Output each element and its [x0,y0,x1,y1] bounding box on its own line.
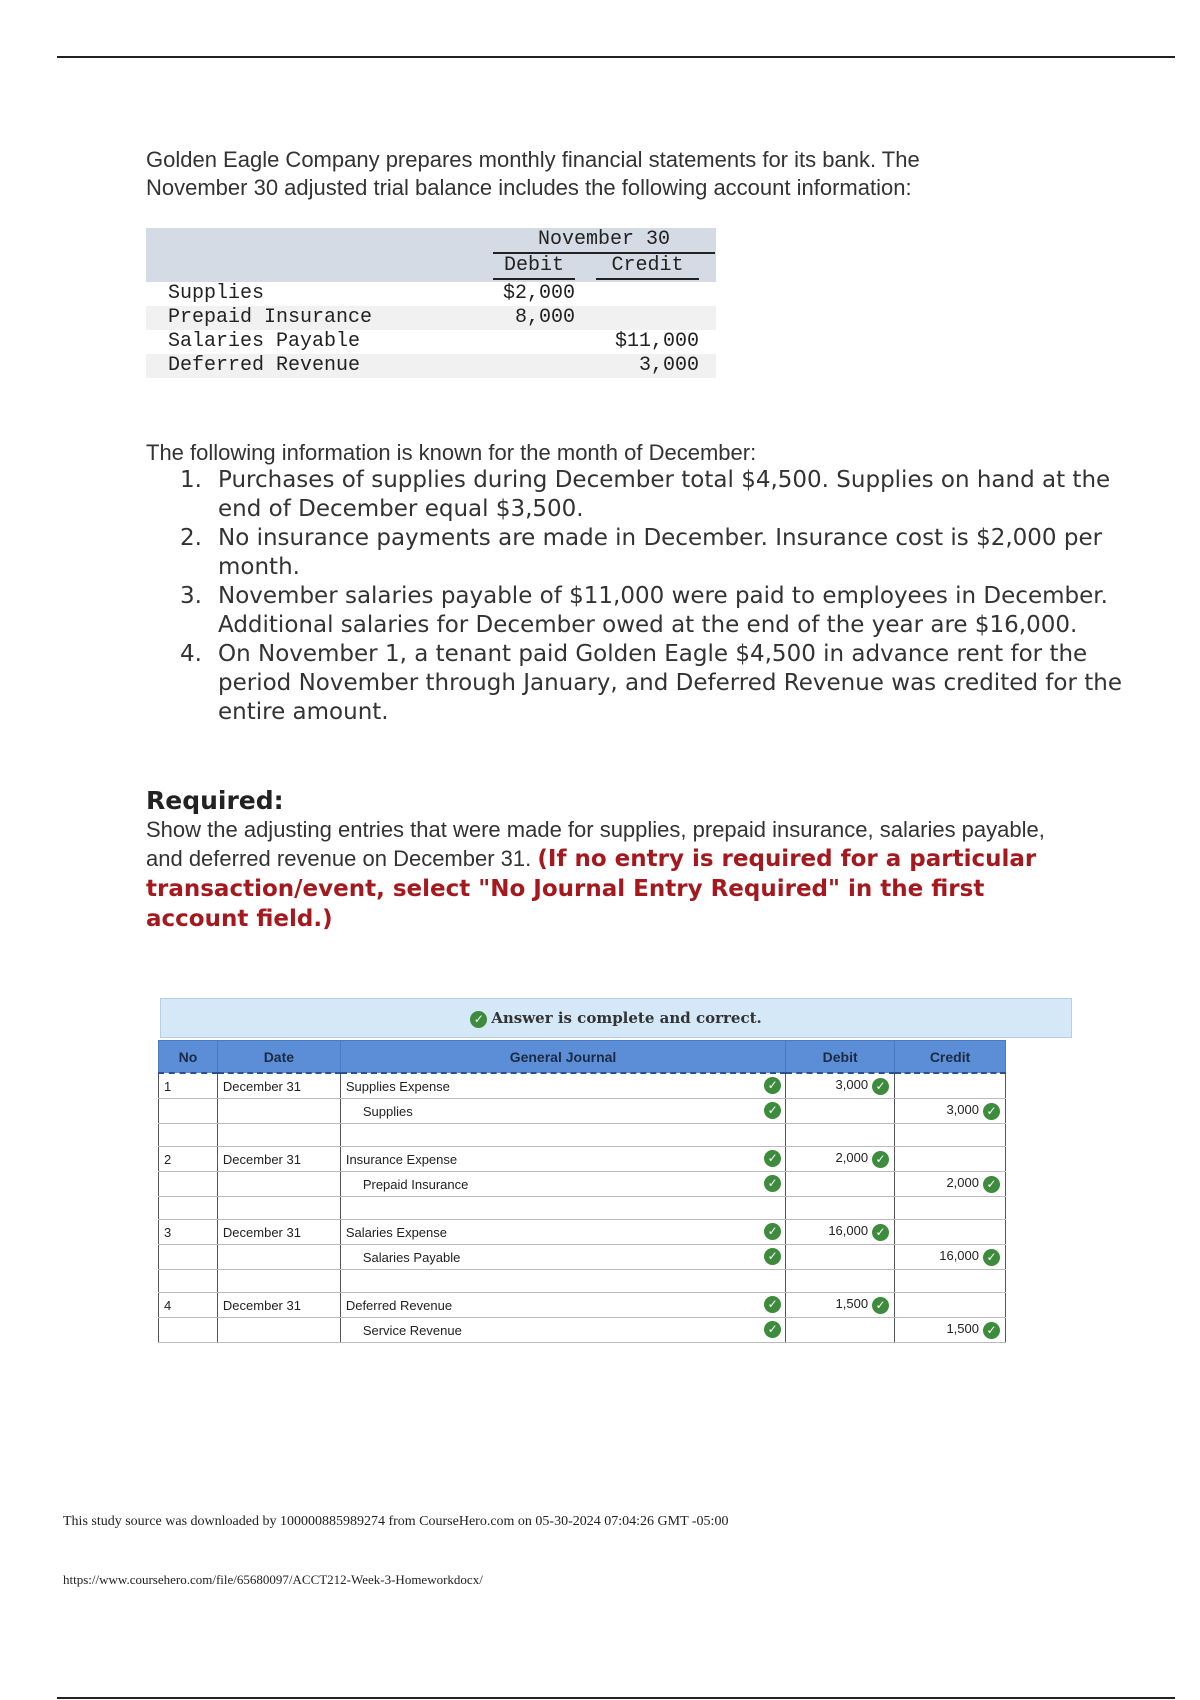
general-journal-table [158,1040,1006,1343]
spacer-row [159,1197,1006,1220]
check-icon: ✓ [470,1011,487,1028]
credit-input[interactable]: 1,500 ✓ [895,1318,1006,1343]
required-heading: Required: [146,786,284,815]
check-icon: ✓ [872,1078,889,1095]
trial-balance-row: Deferred Revenue 3,000 [146,354,716,378]
required-note: (If no entry is required for a particular transaction/event, select "No Journal Entry Required" in the first account field.) [146,846,1037,932]
date-select[interactable]: December 31 [217,1220,340,1245]
top-rule [57,56,1175,58]
debit-input[interactable]: 2,000 ✓ [786,1147,895,1172]
bottom-rule [57,1697,1175,1699]
december-info-list [146,466,1158,727]
debit-input[interactable]: 1,500 ✓ [786,1293,895,1318]
list-item: 3. November salaries payable of $11,000 were paid to employees in December. Additional salaries for December owed at the end of the year are $16,000. [180,583,1108,638]
column-header-date: Date [217,1041,340,1074]
spacer-row [159,1270,1006,1293]
table-row: 2 December 31 Insurance Expense ✓ 2,000 ✓ [159,1147,1006,1172]
debit-header: Debit [493,254,575,280]
credit-input[interactable] [895,1147,1006,1172]
column-header-debit: Debit [786,1041,895,1074]
column-header-no: No [159,1041,218,1074]
check-icon: ✓ [764,1150,781,1167]
column-header-credit: Credit [895,1041,1006,1074]
account-select[interactable]: Insurance Expense ✓ [340,1147,785,1172]
date-select[interactable]: December 31 [217,1073,340,1099]
table-row [159,1172,1006,1197]
credit-input[interactable] [895,1073,1006,1099]
column-header-general-journal: General Journal [340,1041,785,1074]
check-icon: ✓ [872,1297,889,1314]
debit-input[interactable] [786,1318,895,1343]
credit-input[interactable]: 3,000 ✓ [895,1099,1006,1124]
check-icon: ✓ [983,1322,1000,1339]
check-icon: ✓ [872,1151,889,1168]
debit-input[interactable]: 3,000 ✓ [786,1073,895,1099]
check-icon: ✓ [764,1248,781,1265]
table-row [159,1245,1006,1270]
check-icon: ✓ [983,1176,1000,1193]
table-row: 1 December 31 Supplies Expense ✓ 3,000 ✓ [159,1073,1006,1099]
table-row: 4 December 31 Deferred Revenue ✓ 1,500 ✓ [159,1293,1006,1318]
credit-header: Credit [596,254,699,280]
check-icon: ✓ [764,1223,781,1240]
list-item: 2. No insurance payments are made in December. Insurance cost is $2,000 per month. [180,525,1103,580]
answer-status-banner [160,998,1072,1038]
credit-input[interactable] [895,1220,1006,1245]
debit-input[interactable]: 16,000 ✓ [786,1220,895,1245]
date-select[interactable]: December 31 [217,1293,340,1318]
trial-balance-header [146,228,716,282]
trial-balance-row: Supplies $2,000 [168,282,575,305]
list-item: 1. Purchases of supplies during December total $4,500. Supplies on hand at the end of December equal $3,500. [180,467,1111,522]
debit-input[interactable] [786,1245,895,1270]
account-select[interactable]: Salaries Payable ✓ [340,1245,785,1270]
trial-balance-row: Prepaid Insurance 8,000 [146,306,716,330]
check-icon: ✓ [764,1102,781,1119]
account-select[interactable]: Supplies Expense ✓ [340,1073,785,1099]
check-icon: ✓ [764,1175,781,1192]
check-icon: ✓ [983,1103,1000,1120]
check-icon: ✓ [983,1249,1000,1266]
list-item: 4. On November 1, a tenant paid Golden Eagle $4,500 in advance rent for the period November through January, and Deferred Revenue was credited for the entire amount. [180,641,1122,725]
check-icon: ✓ [872,1224,889,1241]
trial-balance-row: Salaries Payable $11,000 [168,330,699,353]
spacer-row [159,1124,1006,1147]
account-select[interactable]: Service Revenue ✓ [340,1318,785,1343]
account-select[interactable]: Salaries Expense ✓ [340,1220,785,1245]
account-select[interactable]: Deferred Revenue ✓ [340,1293,785,1318]
table-row: 3 December 31 Salaries Expense ✓ 16,000 ✓ [159,1220,1006,1245]
download-notice: This study source was downloaded by 100000885989274 from CourseHero.com on 05-30-2024 07:04:26 GMT -05:00 [63,1514,729,1529]
required-instructions: Show the adjusting entries that were made for supplies, prepaid insurance, salaries payable, and deferred revenue on December 31. (If no entry is required for a particular transaction/event, select "No Journal Entry Required" in the first account field.) [146,817,1045,932]
intro-paragraph: Golden Eagle Company prepares monthly financial statements for its bank. The November 30 adjusted trial balance includes the following account information: [146,147,920,200]
trial-balance-table [146,228,716,378]
table-row [159,1318,1006,1343]
credit-input[interactable]: 16,000 ✓ [895,1245,1006,1270]
account-select[interactable]: Supplies ✓ [340,1099,785,1124]
december-info-intro: The following information is known for the month of December: [146,440,757,465]
table-header-row [159,1041,1006,1074]
answer-status-text: Answer is complete and correct. [491,1009,762,1027]
check-icon: ✓ [764,1296,781,1313]
table-row [159,1099,1006,1124]
source-url: https://www.coursehero.com/file/65680097/ACCT212-Week-3-Homeworkdocx/ [63,1572,483,1587]
debit-input[interactable] [786,1099,895,1124]
account-select[interactable]: Prepaid Insurance ✓ [340,1172,785,1197]
credit-input[interactable] [895,1293,1006,1318]
check-icon: ✓ [764,1077,781,1094]
debit-input[interactable] [786,1172,895,1197]
credit-input[interactable]: 2,000 ✓ [895,1172,1006,1197]
date-select[interactable]: December 31 [217,1147,340,1172]
check-icon: ✓ [764,1321,781,1338]
period-header: November 30 [493,228,715,254]
